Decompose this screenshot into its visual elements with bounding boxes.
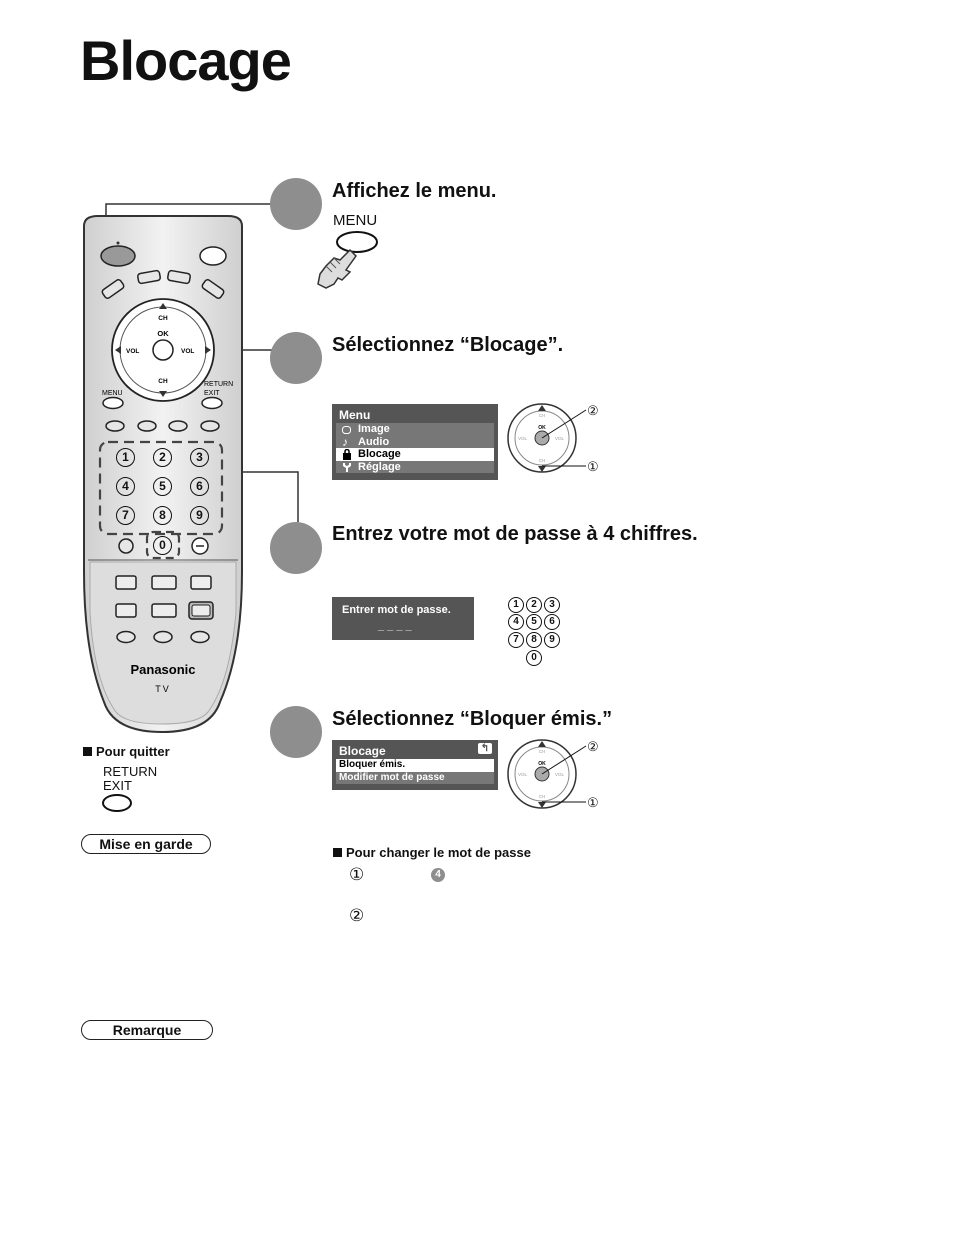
menu-osd bbox=[332, 404, 498, 480]
menu-item-label: Audio bbox=[358, 435, 390, 448]
svg-text:VOL: VOL bbox=[126, 348, 140, 355]
dpad-marker-1: ① bbox=[587, 795, 599, 810]
change-password-heading-text: Pour changer le mot de passe bbox=[346, 845, 531, 860]
remote-key-9[interactable]: 9 bbox=[190, 506, 209, 525]
step-3-marker bbox=[270, 522, 322, 574]
step-4-heading: Sélectionnez “Bloquer émis.” bbox=[332, 708, 613, 730]
blocage-osd-title-text: Blocage bbox=[339, 744, 386, 758]
remote-key-4[interactable]: 4 bbox=[116, 477, 135, 496]
menu-item-modifier-mot-de-passe[interactable]: Modifier mot de passe bbox=[336, 772, 494, 785]
svg-text:CH: CH bbox=[538, 458, 546, 463]
keypad-6: 6 bbox=[544, 614, 560, 630]
svg-text:EXIT: EXIT bbox=[204, 390, 220, 397]
menu-item-label: Image bbox=[358, 423, 390, 435]
remote-key-6[interactable]: 6 bbox=[190, 477, 209, 496]
svg-text:CH: CH bbox=[538, 794, 546, 799]
menu-button-label: MENU bbox=[333, 212, 378, 229]
step-4-marker bbox=[270, 706, 322, 758]
exit-label: EXIT bbox=[103, 778, 132, 793]
svg-text:CH: CH bbox=[158, 315, 168, 322]
change-password-step-2: ② bbox=[349, 906, 365, 925]
return-icon[interactable]: ↰ bbox=[478, 743, 492, 754]
blocage-osd bbox=[332, 740, 498, 790]
remote-key-0[interactable]: 0 bbox=[153, 536, 172, 555]
svg-text:TV: TV bbox=[155, 684, 171, 694]
keypad-7: 7 bbox=[508, 632, 524, 648]
svg-text:VOL: VOL bbox=[555, 436, 565, 441]
svg-text:CH: CH bbox=[538, 749, 546, 754]
press-hand-icon bbox=[312, 228, 392, 298]
svg-text:MENU: MENU bbox=[102, 390, 123, 397]
dpad-marker-1: ① bbox=[587, 459, 599, 474]
bullet-square-icon bbox=[333, 848, 342, 857]
return-exit-label bbox=[103, 765, 157, 793]
menu-item-label: Réglage bbox=[358, 460, 401, 473]
menu-item-bloquer-emis[interactable]: Bloquer émis. bbox=[336, 759, 494, 772]
menu-item-audio[interactable] bbox=[336, 436, 494, 449]
password-osd bbox=[332, 597, 474, 640]
remote-key-1[interactable]: 1 bbox=[116, 448, 135, 467]
blocage-osd-title bbox=[332, 740, 498, 759]
change-password-heading bbox=[333, 845, 531, 860]
password-mask: _ _ _ _ bbox=[378, 620, 412, 632]
keypad-1: 1 bbox=[508, 597, 524, 613]
remote-key-2[interactable]: 2 bbox=[153, 448, 172, 467]
picture-icon bbox=[342, 426, 351, 434]
svg-text:VOL: VOL bbox=[181, 348, 195, 355]
keypad-3: 3 bbox=[544, 597, 560, 613]
remote-key-3[interactable]: 3 bbox=[190, 448, 209, 467]
keypad-5: 5 bbox=[526, 614, 542, 630]
svg-text:RETURN: RETURN bbox=[204, 381, 234, 388]
remote-key-7[interactable]: 7 bbox=[116, 506, 135, 525]
password-prompt: Entrer mot de passe. bbox=[342, 604, 451, 616]
step-2-marker bbox=[270, 332, 322, 384]
keypad-8: 8 bbox=[526, 632, 542, 648]
remote-control bbox=[80, 212, 245, 737]
music-note-icon: ♪ bbox=[342, 434, 348, 449]
dpad-marker-2: ② bbox=[587, 403, 599, 418]
svg-text:VOL: VOL bbox=[518, 772, 528, 777]
svg-text:OK: OK bbox=[157, 329, 169, 338]
keypad-0: 0 bbox=[526, 650, 542, 666]
change-password-step-1: ① bbox=[349, 865, 365, 884]
dpad-marker-2: ② bbox=[587, 739, 599, 754]
remote-key-8[interactable]: 8 bbox=[153, 506, 172, 525]
menu-item-label: Blocage bbox=[358, 448, 401, 460]
step-reference-badge: 4 bbox=[431, 868, 445, 882]
svg-text:OK: OK bbox=[538, 761, 546, 767]
menu-osd-title: Menu bbox=[339, 408, 371, 422]
bullet-square-icon bbox=[83, 747, 92, 756]
svg-text:CH: CH bbox=[158, 378, 168, 385]
quit-section-heading bbox=[83, 744, 170, 759]
svg-text:VOL: VOL bbox=[555, 772, 565, 777]
remark-label: Remarque bbox=[81, 1020, 213, 1040]
wrench-icon bbox=[341, 462, 352, 477]
svg-text:VOL: VOL bbox=[518, 436, 528, 441]
step-1-marker bbox=[270, 178, 322, 230]
caution-label: Mise en garde bbox=[81, 834, 211, 854]
svg-text:Panasonic: Panasonic bbox=[130, 662, 196, 677]
menu-item-image[interactable] bbox=[336, 423, 494, 436]
step-2-heading: Sélectionnez “Blocage”. bbox=[332, 334, 564, 356]
keypad-2: 2 bbox=[526, 597, 542, 613]
remote-key-5[interactable]: 5 bbox=[153, 477, 172, 496]
keypad-9: 9 bbox=[544, 632, 560, 648]
step-3-heading: Entrez votre mot de passe à 4 chiffres. bbox=[332, 523, 698, 545]
menu-item-blocage[interactable] bbox=[336, 448, 494, 461]
return-exit-button[interactable] bbox=[102, 794, 132, 812]
return-label: RETURN bbox=[103, 764, 158, 779]
menu-item-reglage[interactable] bbox=[336, 461, 494, 474]
svg-text:CH: CH bbox=[538, 413, 546, 418]
page-title: Blocage bbox=[80, 29, 291, 92]
keypad-4: 4 bbox=[508, 614, 524, 630]
quit-section-label: Pour quitter bbox=[96, 744, 170, 759]
svg-text:OK: OK bbox=[538, 425, 546, 431]
step-1-heading: Affichez le menu. bbox=[332, 180, 497, 202]
